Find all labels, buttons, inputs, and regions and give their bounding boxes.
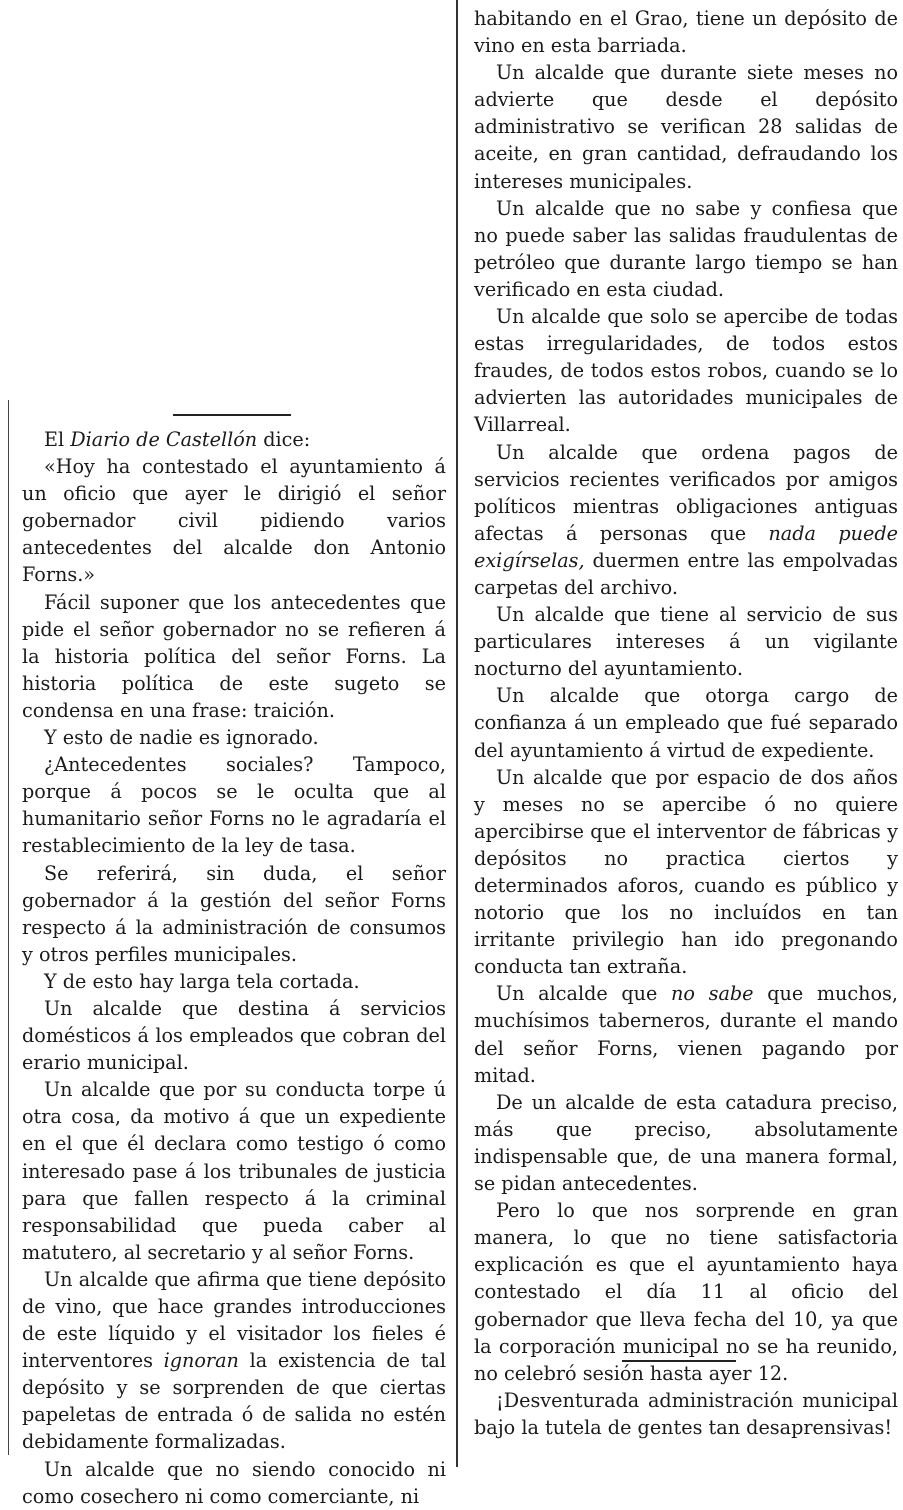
article-separator-rule (173, 414, 291, 416)
paragraph: Y de esto hay larga tela cortada. (44, 969, 360, 993)
paragraph: Fácil suponer que los antecedentes que pide el señor gobernador no se refieren á la historia política del señor Forns. La historia política de este sugeto se condensa en una frase: traición. (22, 590, 446, 722)
left-margin-rule (8, 400, 9, 1455)
paragraph: Un alcalde que por espacio de dos años y meses no se apercibe ó no quiere apercibirse que el interventor de fábricas y depósitos no practica ciertos y determinados aforos, cuando es público y notorio que los no incluídos en tan irritante privilegio han ido pregonando conducta tan extraña. (474, 765, 898, 979)
paragraph: «Hoy ha contestado el ayuntamiento á un oficio que ayer le dirigió el señor gobernador civil pidiendo varios antecedentes del alcalde don Antonio Forns.» (22, 455, 446, 587)
paragraph: Un alcalde que solo se apercibe de todas estas irregularidades, de todos estos fraudes, de todos estos robos, cuando se lo advierten las autoridades municipales de Villarreal. (474, 305, 898, 437)
column-divider-rule (456, 0, 458, 1467)
paragraph: Un alcalde que otorga cargo de confianza á un empleado que fué separado del ayuntamiento á virtud de expediente. (474, 684, 898, 762)
paragraph: Y esto de nadie es ignorado. (44, 726, 319, 750)
article-end-rule (622, 1360, 736, 1362)
right-column-text (474, 5, 898, 1441)
paragraph: El Diario de Castellón dice: (44, 428, 311, 451)
paragraph: Un alcalde que tiene al servicio de sus particulares intereses á un vigilante nocturno del ayuntamiento. (474, 603, 898, 681)
paragraph: Un alcalde que ordena pagos de servicios recientes verificados por amigos políticos mientras obligaciones antiguas afectas á personas que nada puede exigírselas, duermen entre las empolvadas carpetas del archivo. (474, 440, 898, 599)
paragraph: Se referirá, sin duda, el señor gobernador á la gestión del señor Forns respecto á la administración de consumos y otros perfiles municipales. (22, 861, 446, 966)
paragraph: Un alcalde que no sabe que muchos, muchísimos taberneros, durante el mando del señor Forns, vienen pagando por mitad. (474, 982, 898, 1087)
paragraph: Un alcalde que no sabe y confiesa que no puede saber las salidas fraudulentas de petróleo que durante largo tiempo se han verificado en esta ciudad. (474, 196, 898, 301)
paragraph: Pero lo que nos sorprende en gran manera, lo que no tiene satisfactoria explicación es que el ayuntamiento haya contestado el día 11 al oficio del gobernador que lleva fecha del 10, ya que la corporación municipal no se ha reunido, no celebró sesión hasta ayer 12. (474, 1199, 898, 1385)
paragraph: De un alcalde de esta catadura preciso, más que preciso, absolutamente indispensable que, de una manera formal, se pidan antecedentes. (474, 1090, 898, 1196)
paragraph: ¡Desventurada administración municipal bajo la tutela de gentes tan desaprensivas! (474, 1388, 898, 1439)
paragraph: Un alcalde que afirma que tiene depósito de vino, que hace grandes introducciones de este líquido y el visitador los fieles é interventores ignoran la existencia de tal depósito y se sorprenden de que ciertas papeletas de entrada ó de salida no estén debidamente formalizadas. (22, 1267, 446, 1454)
paragraph: Un alcalde que destina á servicios domésticos á los empleados que cobran del erario municipal. (22, 996, 446, 1075)
paragraph: habitando en el Grao, tiene un depósito de vino en esta barriada. (474, 7, 898, 58)
paragraph: ¿Antecedentes sociales? Tampoco, porque á pocos se le oculta que al humanitario señor Forns no le agradaría el restablecimiento de la ley de tasa. (22, 753, 446, 858)
paragraph: Un alcalde que durante siete meses no advierte que desde el depósito administrativo se verifican 28 salidas de aceite, en gran cantidad, defraudando los intereses municipales. (474, 61, 898, 193)
paragraph: Un alcalde que no siendo conocido ni como cosechero ni como comerciante, ni (22, 1457, 446, 1508)
left-column-text (22, 426, 446, 1510)
paragraph: Un alcalde que por su conducta torpe ú otra cosa, da motivo á que un expediente en el que él declara como testigo ó como interesado pase á los tribunales de justicia para que fallen respecto á la criminal responsabilidad que pueda caber al matutero, al secretario y al señor Forns. (22, 1078, 446, 1264)
